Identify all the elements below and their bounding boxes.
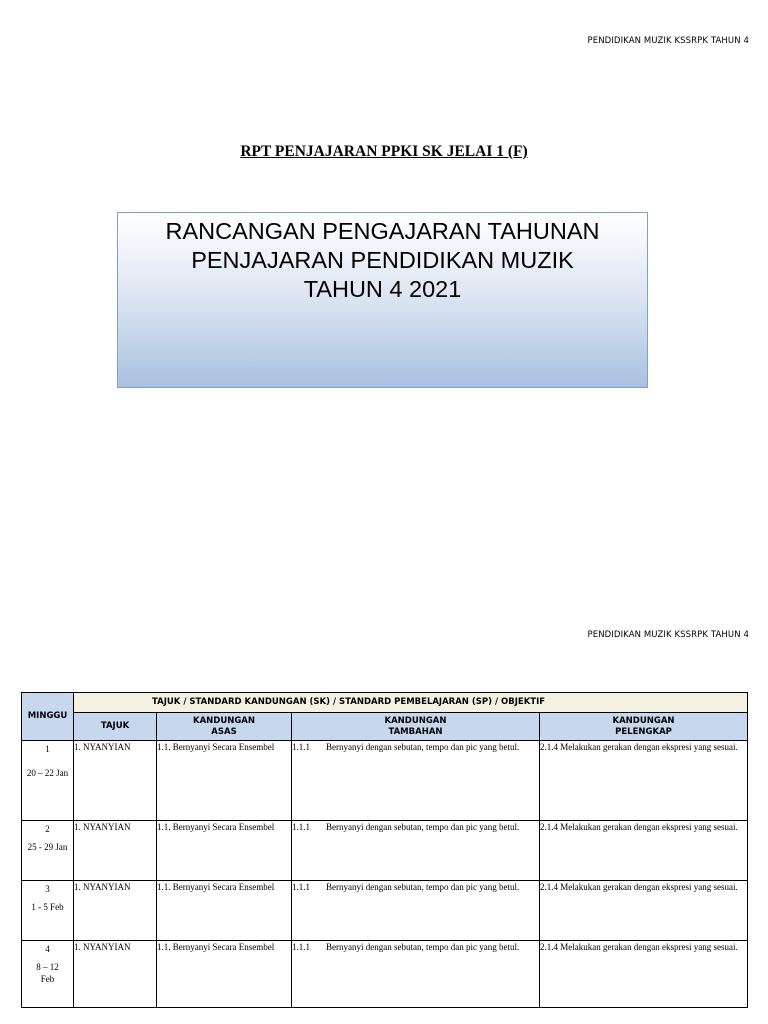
sp-text: Bernyanyi dengan sebutan, tempo dan pic yang betul.: [326, 942, 520, 952]
rpt-title: RPT PENJAJARAN PPKI SK JELAI 1 (F): [240, 143, 528, 160]
header-tambahan-line-1: KANDUNGAN: [384, 715, 447, 726]
table-row: [22, 881, 748, 941]
tajuk-cell: 1. NYANYIAN: [74, 881, 157, 941]
banner-line-1: RANCANGAN PENGAJARAN TAHUNAN: [165, 218, 600, 244]
tambahan-cell: [292, 941, 540, 1008]
sp-text: Bernyanyi dengan sebutan, tempo dan pic yang betul.: [326, 882, 520, 892]
minggu-cell: [22, 881, 74, 941]
minggu-cell: [22, 821, 74, 881]
pelengkap-cell: 2.1.4 Melakukan gerakan dengan ekspresi yang sesuai.: [540, 741, 748, 821]
pelengkap-cell: 2.1.4 Melakukan gerakan dengan ekspresi yang sesuai.: [540, 941, 748, 1008]
tajuk-cell: 1. NYANYIAN: [74, 741, 157, 821]
header-minggu: MINGGU: [22, 693, 74, 741]
minggu-number: 3: [45, 884, 50, 894]
table-row: [22, 821, 748, 881]
sp-code: 1.1.1: [292, 742, 310, 752]
page-header-2: PENDIDIKAN MUZIK KSSRPK TAHUN 4: [587, 630, 749, 640]
table-row: [22, 741, 748, 821]
header-asas-line-1: KANDUNGAN: [192, 715, 256, 726]
minggu-number: 1: [45, 744, 50, 754]
header-pelengkap: [540, 713, 748, 741]
banner-line-2: PENJAJARAN PENDIDIKAN MUZIK: [191, 247, 574, 273]
minggu-cell: [22, 941, 74, 1008]
tambahan-cell: [292, 741, 540, 821]
minggu-cell: [22, 741, 74, 821]
pelengkap-cell: 2.1.4 Melakukan gerakan dengan ekspresi yang sesuai.: [540, 821, 748, 881]
header-pelengkap-line-1: KANDUNGAN: [612, 715, 675, 726]
header-tajuk: TAJUK: [74, 713, 157, 741]
title-banner: [117, 212, 648, 388]
tajuk-cell: 1. NYANYIAN: [74, 941, 157, 1008]
pelengkap-cell: 2.1.4 Melakukan gerakan dengan ekspresi yang sesuai.: [540, 881, 748, 941]
header-tambahan-line-2: TAMBAHAN: [388, 726, 443, 737]
asas-cell: 1.1. Bernyanyi Secara Ensembel: [157, 741, 292, 821]
sp-code: 1.1.1: [292, 882, 310, 892]
sp-text: Bernyanyi dengan sebutan, tempo dan pic yang betul.: [326, 742, 520, 752]
minggu-date: 25 - 29 Jan: [27, 842, 68, 852]
table-row: [22, 941, 748, 1008]
asas-cell: 1.1. Bernyanyi Secara Ensembel: [157, 941, 292, 1008]
header-main: TAJUK / STANDARD KANDUNGAN (SK) / STANDARD PEMBELAJARAN (SP) / OBJEKTIF: [74, 693, 748, 713]
minggu-number: 4: [45, 944, 50, 954]
asas-cell: 1.1. Bernyanyi Secara Ensembel: [157, 821, 292, 881]
sp-text: Bernyanyi dengan sebutan, tempo dan pic yang betul.: [326, 822, 520, 832]
tambahan-cell: [292, 821, 540, 881]
header-asas: [157, 713, 292, 741]
minggu-date: 20 – 22 Jan: [26, 768, 69, 778]
header-pelengkap-line-2: PELENGKAP: [615, 726, 672, 737]
sp-code: 1.1.1: [292, 822, 310, 832]
minggu-date: 8 – 12 Feb: [36, 962, 59, 984]
tajuk-cell: 1. NYANYIAN: [74, 821, 157, 881]
minggu-date: 1 - 5 Feb: [31, 902, 64, 912]
banner-line-3: TAHUN 4 2021: [303, 276, 462, 302]
tambahan-cell: [292, 881, 540, 941]
header-asas-line-2: ASAS: [211, 726, 237, 737]
header-tambahan: [292, 713, 540, 741]
sp-code: 1.1.1: [292, 942, 310, 952]
asas-cell: 1.1. Bernyanyi Secara Ensembel: [157, 881, 292, 941]
minggu-number: 2: [45, 824, 50, 834]
page-header: PENDIDIKAN MUZIK KSSRPK TAHUN 4: [587, 36, 749, 46]
rpt-table: [21, 692, 748, 1008]
